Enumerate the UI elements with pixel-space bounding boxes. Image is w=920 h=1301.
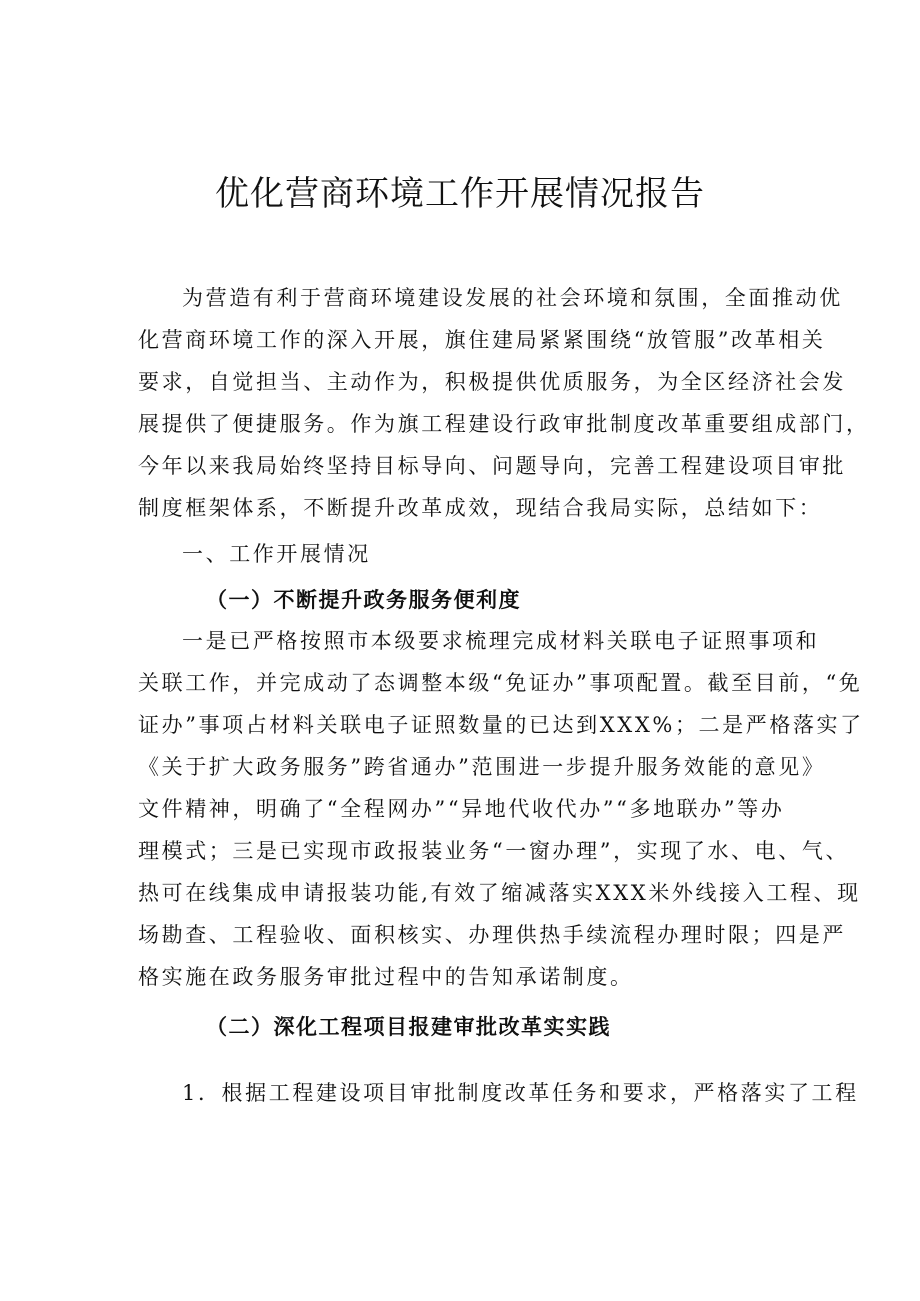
body-line: 文件精神，明确了“全程网办”“异地代收代办”“多地联办”等办 bbox=[138, 797, 785, 821]
body-line: 《关于扩大政务服务”跨省通办”范围进一步提升服务效能的意见》 bbox=[138, 755, 826, 779]
body-line: 1．根据工程建设项目审批制度改革任务和要求，严格落实了工程 bbox=[182, 1081, 859, 1105]
body-line: 关联工作，并完成动了态调整本级“免证办”事项配置。截至目前，“免 bbox=[138, 671, 863, 695]
body-line: 证办”事项占材料关联电子证照数量的已达到XXX%；二是严格落实了 bbox=[138, 713, 864, 737]
subsection-heading-2: （二）深化工程项目报建审批改革实实践 bbox=[206, 1014, 611, 1039]
body-line: 热可在线集成申请报装功能,有效了缩减落实XXX米外线接入工程、现 bbox=[138, 881, 861, 905]
intro-line: 化营商环境工作的深入开展，旗住建局紧紧围绕“放管服”改革相关 bbox=[138, 328, 826, 352]
intro-line: 展提供了便捷服务。作为旗工程建设行政审批制度改革重要组成部门， bbox=[138, 412, 870, 436]
intro-line: 制度框架体系，不断提升改革成效，现结合我局实际，总结如下： bbox=[138, 496, 823, 520]
intro-line: 要求，自觉担当、主动作为，积极提供优质服务，为全区经济社会发 bbox=[138, 370, 846, 394]
intro-line: 今年以来我局始终坚持目标导向、问题导向，完善工程建设项目审批 bbox=[138, 454, 846, 478]
section-heading-1: 一、工作开展情况 bbox=[182, 542, 371, 566]
subsection-heading-1: （一）不断提升政务服务便利度 bbox=[206, 587, 521, 612]
body-line: 一是已严格按照市本级要求梳理完成材料关联电子证照事项和 bbox=[182, 629, 820, 653]
body-line: 格实施在政务服务审批过程中的告知承诺制度。 bbox=[138, 965, 634, 989]
document-title: 优化营商环境工作开展情况报告 bbox=[215, 174, 705, 214]
body-line: 理模式；三是已实现市政报装业务“一窗办理”，实现了水、电、气、 bbox=[138, 839, 850, 863]
intro-line: 为营造有利于营商环境建设发展的社会环境和氛围，全面推动优 bbox=[182, 286, 843, 310]
body-line: 场勘查、工程验收、面积核实、办理供热手续流程办理时限；四是严 bbox=[138, 923, 846, 947]
